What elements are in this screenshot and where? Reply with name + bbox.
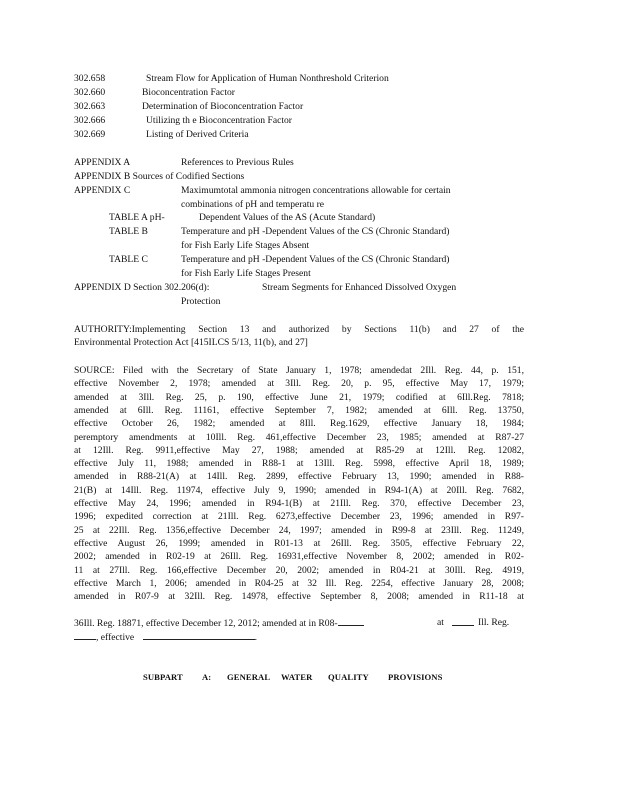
source-line: at 12Ill. Reg. 9911,effective May 27, 1988; amended at R85-29 at 12Ill. Reg. 12082, (74, 444, 524, 456)
source-line: 2002; amended in R02-19 at 26Ill. Reg. 16931,effective November 8, 2002; amended in R02- (74, 551, 524, 563)
source-line: 1996; expedited correction at 21Ill. Reg. 6273,effective December 23, 1996; amended in R97- (74, 511, 524, 523)
subpart-word: WATER (281, 672, 313, 682)
source-line: amended at 6Ill. Reg. 11161, effective September 7, 1982; amended at 6Ill. Reg. 13750, (74, 404, 524, 416)
blank-docket (338, 616, 364, 626)
blank-volume (452, 616, 474, 626)
source-line: peremptory amendments at 10Ill. Reg. 461,effective December 23, 1985; amended at R87-27 (74, 431, 524, 443)
appendix-b-line: APPENDIX B Sources of Codified Sections (74, 171, 245, 182)
source-line: effective October 26, 1982; amended at 8Ill. Reg.1629, effective January 18, 1984; (74, 418, 524, 430)
source-text: 36Ill. Reg. 18871, effective December 12, 2012; amended at in R08- (74, 618, 338, 630)
toc-title: Stream Flow for Application of Human Nonthreshold Criterion (146, 73, 389, 84)
authority-line: Environmental Protection Act [415ILCS 5/13, 11(b), and 27] (74, 337, 308, 348)
appendix-a-title: References to Previous Rules (181, 157, 294, 168)
source-line (74, 616, 364, 630)
blank-date (143, 630, 255, 640)
table-c-title-cont: for Fish Early Life Stages Present (181, 268, 311, 279)
source-line: effective July 11, 1988; amended in R88-1 at 13Ill. Reg. 5998, effective April 18, 1989; (74, 458, 524, 470)
source-line: 11 at 27Ill. Reg. 166,effective December 20, 2002; amended in R04-21 at 30Ill. Reg. 4919, (74, 564, 524, 576)
toc-title: Listing of Derived Criteria (146, 129, 249, 140)
appendix-d-title-cont: Protection (181, 296, 221, 307)
source-fragment: at (437, 617, 444, 629)
table-a-title: Dependent Values of the AS (Acute Standard) (199, 212, 376, 223)
source-line: amended in R88-21(A) at 14Ill. Reg. 2899, effective February 13, 1990; amended in R88- (74, 471, 524, 483)
appendix-c-title: Maximumtotal ammonia nitrogen concentrations allowable for certain (181, 185, 451, 196)
toc-number: 302.658 (74, 73, 106, 84)
source-line: amended in R07-9 at 32Ill. Reg. 14978, effective September 8, 2008; amended in R11-18 at (74, 591, 524, 603)
table-a-label: TABLE A pH- (109, 212, 165, 223)
toc-number: 302.663 (74, 101, 106, 112)
subpart-word: GENERAL (227, 672, 271, 682)
authority-line: AUTHORITY:Implementing Section 13 and authorized by Sections 11(b) and 27 of the (74, 324, 524, 335)
table-b-title-cont: for Fish Early Life Stages Absent (181, 240, 310, 251)
source-line: effective May 24, 1996; amended in R94-1(B) at 21Ill. Reg. 370, effective December 23, (74, 498, 524, 509)
appendix-c-title-cont: combinations of pH and temperatu re (181, 199, 325, 210)
toc-number: 302.669 (74, 129, 106, 140)
appendix-d-label: APPENDIX D Section 302.206(d): (74, 282, 210, 293)
table-c-label: TABLE C (109, 254, 148, 265)
appendix-c-label: APPENDIX C (74, 185, 131, 196)
source-line: SOURCE: Filed with the Secretary of State January 1, 1978; amendedat 2Ill. Reg. 44, p. 151, (74, 365, 524, 376)
toc-number: 302.666 (74, 115, 106, 126)
toc-number: 302.660 (74, 87, 106, 98)
source-line: effective March 1, 2006; amended in R04-25 at 32 Ill. Reg. 2254, effective January 28, 2008; (74, 577, 524, 589)
subpart-word: A: (202, 672, 212, 682)
toc-title: Determination of Bioconcentration Factor (142, 101, 304, 112)
subpart-word: PROVISIONS (388, 672, 443, 682)
subpart-word: QUALITY (328, 672, 369, 682)
source-line: effective August 26, 1999; amended in R01-13 at 26Ill. Reg. 3505, effective February 22, (74, 537, 524, 549)
source-blank-row (452, 616, 474, 630)
table-b-title: Temperature and pH -Dependent Values of the CS (Chronic Standard) (181, 226, 450, 237)
source-fragment: Ill. Reg. (478, 617, 510, 629)
source-text: , effective (96, 631, 135, 643)
subpart-word: SUBPART (143, 672, 183, 682)
source-line: 25 at 22Ill. Reg. 1356,effective December 24, 1997; amended in R99-8 at 23Ill. Reg. 11249, (74, 524, 524, 536)
table-b-label: TABLE B (109, 226, 148, 237)
toc-title: Bioconcentration Factor (142, 87, 235, 98)
appendix-a-label: APPENDIX A (74, 157, 131, 168)
source-line: amended at 3Ill. Reg. 25, p. 190, effective June 21, 1979; codified at 6Ill.Reg. 7818; (74, 391, 524, 403)
toc-title: Utilizing th e Bioconcentration Factor (146, 115, 293, 126)
appendix-d-title: Stream Segments for Enhanced Dissolved Oxygen (262, 282, 457, 293)
blank-page (74, 630, 96, 640)
source-line: effective November 2, 1978; amended at 3Ill. Reg. 20, p. 95, effective May 17, 1979; (74, 378, 524, 390)
table-c-title: Temperature and pH -Dependent Values of the CS (Chronic Standard) (181, 254, 450, 265)
source-line: , effective . (74, 630, 257, 644)
source-line: 21(B) at 14Ill. Reg. 11974, effective July 9, 1990; amended in R94-1(A) at 20Ill. Reg. 7682, (74, 484, 524, 496)
